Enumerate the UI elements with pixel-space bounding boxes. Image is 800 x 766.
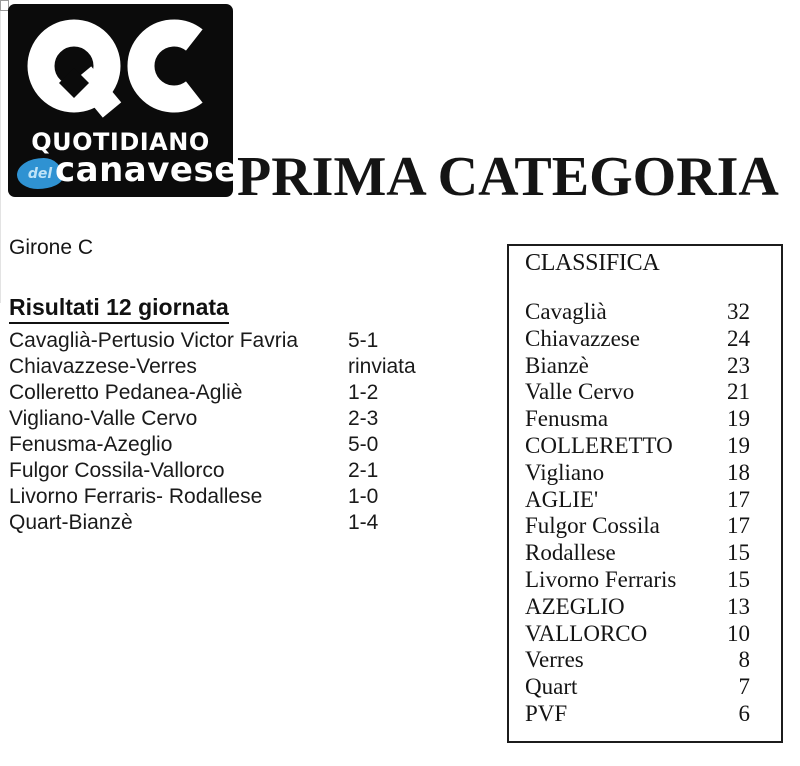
- team-name: COLLERETTO: [525, 432, 673, 458]
- standing-row: [525, 487, 750, 514]
- standing-row: [525, 647, 750, 674]
- team-points: 17: [727, 486, 750, 512]
- team-points: 32: [727, 299, 750, 324]
- standings-heading: CLASSIFICA: [525, 250, 660, 276]
- team-points: 15: [727, 566, 750, 592]
- match-score: 5-1: [348, 329, 379, 352]
- team-name: Livorno Ferraris: [525, 566, 677, 592]
- qc-monogram-icon: [22, 14, 222, 128]
- frame-edge-line: [0, 11, 1, 303]
- results-list: [9, 328, 449, 536]
- team-name: VALLORCO: [525, 620, 648, 646]
- match-fixture: Fulgor Cossila-Vallorco: [9, 459, 225, 482]
- match-row: [9, 432, 449, 458]
- match-fixture: Livorno Ferraris- Rodallese: [9, 485, 263, 508]
- team-points: 17: [727, 513, 750, 539]
- team-points: 13: [727, 593, 750, 619]
- match-row: [9, 458, 449, 484]
- team-points: 23: [727, 352, 750, 378]
- team-name: Chiavazzese: [525, 325, 640, 351]
- match-row: [9, 484, 449, 510]
- standing-row: [525, 299, 750, 326]
- team-points: 19: [727, 406, 750, 432]
- match-score: 2-3: [348, 407, 379, 430]
- team-points: 24: [727, 325, 750, 351]
- match-score: 1-4: [348, 511, 379, 534]
- team-points: 6: [738, 700, 750, 726]
- logo-quotidiano-text: QUOTIDIANO: [31, 128, 210, 156]
- standing-row: [525, 594, 750, 621]
- team-points: 15: [727, 540, 750, 566]
- standing-row: [525, 621, 750, 648]
- standing-row: [525, 674, 750, 701]
- team-points: 18: [727, 459, 750, 485]
- match-fixture: Vigliano-Valle Cervo: [9, 407, 198, 430]
- standing-row: [525, 513, 750, 540]
- match-row: [9, 380, 449, 406]
- match-fixture: Cavaglià-Pertusio Victor Favria: [9, 329, 299, 352]
- team-name: Fenusma: [525, 406, 609, 432]
- team-name: Fulgor Cossila: [525, 513, 660, 539]
- page-title: PRIMA CATEGORIA: [237, 146, 779, 208]
- team-name: Bianzè: [525, 352, 589, 378]
- team-points: 19: [727, 432, 750, 458]
- team-points: 21: [727, 379, 750, 405]
- standing-row: [525, 433, 750, 460]
- team-name: Valle Cervo: [525, 379, 635, 405]
- standing-row: [525, 353, 750, 380]
- team-name: AGLIE': [525, 486, 599, 512]
- team-name: AZEGLIO: [525, 593, 625, 619]
- match-fixture: Quart-Bianzè: [9, 511, 133, 534]
- team-points: 10: [727, 620, 750, 646]
- standing-row: [525, 326, 750, 353]
- results-heading: Risultati 12 giornata: [9, 294, 229, 324]
- standing-row: [525, 406, 750, 433]
- team-name: Vigliano: [525, 459, 605, 485]
- standing-row: [525, 540, 750, 567]
- match-fixture: Fenusma-Azeglio: [9, 433, 173, 456]
- match-fixture: Colleretto Pedanea-Agliè: [9, 381, 243, 404]
- match-fixture: Chiavazzese-Verres: [9, 355, 197, 378]
- team-name: Quart: [525, 674, 578, 700]
- qc-logo: [8, 4, 238, 197]
- match-score: rinviata: [348, 355, 416, 378]
- match-row: [9, 406, 449, 432]
- team-name: PVF: [525, 700, 568, 726]
- match-row: [9, 354, 449, 380]
- match-row: [9, 510, 449, 536]
- team-name: Verres: [525, 647, 584, 673]
- standing-row: [525, 379, 750, 406]
- team-name: Cavaglià: [525, 299, 607, 324]
- standings-list: [525, 299, 750, 728]
- match-score: 5-0: [348, 433, 379, 456]
- standing-row: [525, 460, 750, 487]
- standing-row: [525, 701, 750, 728]
- girone-label: Girone C: [9, 236, 94, 259]
- team-points: 8: [738, 647, 750, 673]
- logo-canavese-text: canavese: [55, 150, 238, 190]
- standing-row: [525, 567, 750, 594]
- team-points: 7: [738, 674, 750, 700]
- match-score: 2-1: [348, 459, 379, 482]
- logo-del-text: del: [27, 165, 53, 182]
- match-score: 1-2: [348, 381, 379, 404]
- team-name: Rodallese: [525, 540, 616, 566]
- match-score: 1-0: [348, 485, 379, 508]
- match-row: [9, 328, 449, 354]
- standings-box: [507, 244, 783, 743]
